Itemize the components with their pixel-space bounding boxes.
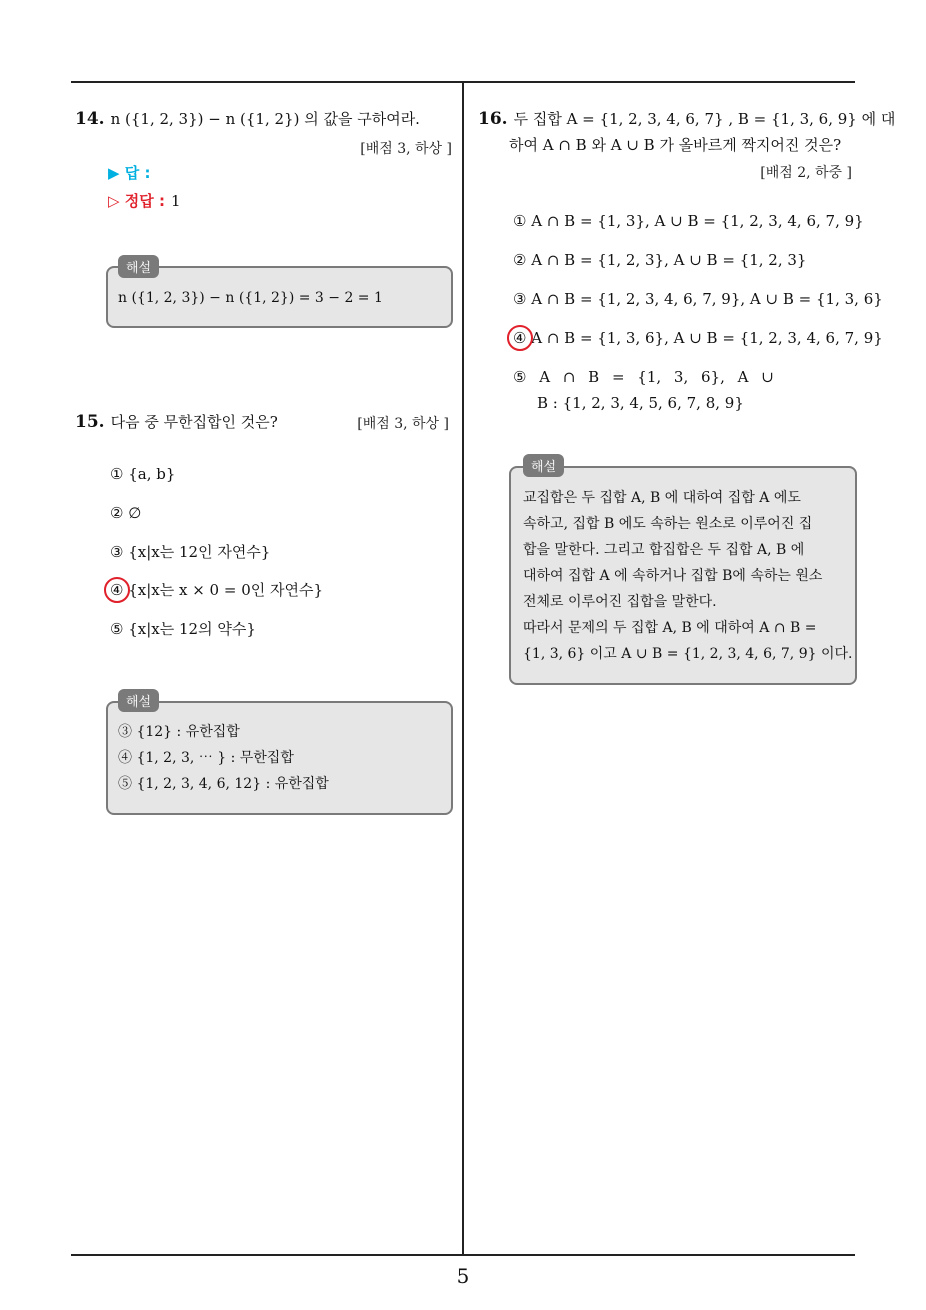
explanation-line: 전체로 이루어진 집합을 말한다.	[523, 594, 717, 610]
option-1[interactable]: ① A ∩ B = {1, 3}, A ∪ B = {1, 2, 3, 4, 6, 7, 9}	[513, 212, 864, 230]
bottom-rule	[71, 1254, 855, 1256]
score-tag: [배점 3, 하상 ]	[357, 416, 449, 432]
option-5-continued: B : {1, 2, 3, 4, 5, 6, 7, 8, 9}	[537, 394, 744, 412]
option-5[interactable]: ⑤ {x|x는 12의 약수}	[110, 620, 256, 638]
explanation-line: 대하여 집합 A 에 속하거나 집합 B에 속하는 원소	[523, 568, 823, 584]
question-16	[478, 106, 895, 132]
answer-label: ▶ 답 :	[108, 164, 151, 182]
explanation-line: ③ {12} : 유한집합	[118, 724, 240, 740]
page-number: 5	[456, 1264, 470, 1288]
option-2[interactable]: ② ∅	[110, 504, 142, 522]
option-4[interactable]: ④ {x|x는 x × 0 = 0인 자연수}	[110, 581, 324, 599]
question-14	[75, 106, 420, 132]
correct-answer	[108, 190, 181, 211]
explanation-line: 속하고, 집합 B 에도 속하는 원소로 이루어진 집	[523, 516, 813, 532]
explanation-box	[106, 701, 453, 815]
explanation-line: ⑤ {1, 2, 3, 4, 6, 12} : 유한집합	[118, 776, 329, 792]
option-5[interactable]: ⑤ A ∩ B = {1, 3, 6}, A ∪	[513, 368, 774, 386]
correct-answer-value: 1	[170, 192, 181, 210]
question-number: 15.	[75, 412, 105, 432]
explanation-label: 해설	[523, 454, 564, 477]
selected-answer-mark	[104, 577, 130, 603]
explanation-label: 해설	[118, 689, 159, 712]
explanation-line: ④ {1, 2, 3, ⋯ } : 무한집합	[118, 750, 294, 766]
question-15	[75, 409, 278, 435]
selected-answer-mark	[507, 325, 533, 351]
score-tag: [배점 3, 하상 ]	[360, 141, 452, 157]
column-divider	[462, 83, 464, 1254]
option-4[interactable]: ④ A ∩ B = {1, 3, 6}, A ∪ B = {1, 2, 3, 4, 6, 7, 9}	[513, 329, 883, 347]
question-text: 다음 중 무한집합인 것은?	[110, 413, 278, 431]
explanation-line: {1, 3, 6} 이고 A ∪ B = {1, 2, 3, 4, 6, 7, 9} 이다.	[523, 646, 853, 662]
explanation-line: 따라서 문제의 두 집합 A, B 에 대하여 A ∩ B =	[523, 620, 817, 636]
correct-answer-label: ▷ 정답 :	[108, 192, 165, 210]
explanation-text: n ({1, 2, 3}) − n ({1, 2}) = 3 − 2 = 1	[118, 290, 383, 306]
option-3[interactable]: ③ A ∩ B = {1, 2, 3, 4, 6, 7, 9}, A ∪ B = {1, 3, 6}	[513, 290, 883, 308]
question-number: 14.	[75, 109, 105, 129]
explanation-line: 합을 말한다. 그리고 합집합은 두 집합 A, B 에	[523, 542, 805, 558]
score-tag: [배점 2, 하중 ]	[760, 165, 852, 181]
question-text-line-1: 두 집합 A = {1, 2, 3, 4, 6, 7} , B = {1, 3, 6, 9} 에 대	[513, 110, 896, 128]
explanation-label: 해설	[118, 255, 159, 278]
explanation-line: 교집합은 두 집합 A, B 에 대하여 집합 A 에도	[523, 490, 801, 506]
option-1[interactable]: ① {a, b}	[110, 465, 176, 483]
question-text: n ({1, 2, 3}) − n ({1, 2}) 의 값을 구하여라.	[110, 110, 420, 128]
explanation-box	[106, 266, 453, 328]
question-number: 16.	[478, 109, 508, 129]
question-text-line-2: 하여 A ∩ B 와 A ∪ B 가 올바르게 짝지어진 것은?	[509, 136, 842, 154]
option-2[interactable]: ② A ∩ B = {1, 2, 3}, A ∪ B = {1, 2, 3}	[513, 251, 807, 269]
explanation-box	[509, 466, 857, 685]
option-3[interactable]: ③ {x|x는 12인 자연수}	[110, 543, 271, 561]
